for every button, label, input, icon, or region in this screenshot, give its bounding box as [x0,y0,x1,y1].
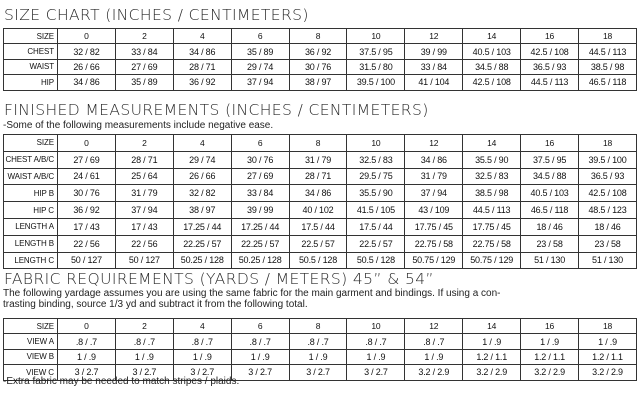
table-cell: 34 / 86 [289,185,347,202]
table-cell: 50 / 127 [58,252,116,269]
table-cell: 3.2 / 2.9 [405,365,463,380]
table-cell: 32 / 82 [173,185,231,202]
table-cell: 33 / 84 [405,59,463,74]
table-cell: 23 / 58 [521,235,579,252]
size-header-cell: 14 [463,29,521,44]
table-cell: 36 / 92 [58,202,116,219]
table-cell: 17.75 / 45 [405,218,463,235]
table-cell: 17.25 / 44 [173,218,231,235]
size-header-cell: 10 [347,319,405,334]
table-cell: 17 / 43 [58,218,116,235]
finished-measurements-note: -Some of the following measurements include negative ease. [3,120,274,131]
table-cell: 25 / 64 [115,168,173,185]
table-cell: 38 / 97 [289,75,347,90]
table-cell: 36 / 92 [289,44,347,59]
size-header-cell: 12 [405,319,463,334]
size-header-cell: 12 [405,135,463,152]
table-cell: 22.5 / 57 [347,235,405,252]
size-header-cell: 0 [58,135,116,152]
table-cell: .8 / .7 [231,334,289,349]
size-header-cell: 8 [289,319,347,334]
table-cell: 1 / .9 [289,349,347,364]
table-row [4,218,637,235]
table-header-row [4,135,637,152]
table-cell: 44.5 / 113 [521,75,579,90]
table-cell: 34.5 / 88 [463,59,521,74]
row-label: LENGTH A [4,218,58,235]
table-row [4,75,637,90]
row-label: HIP [4,75,58,90]
table-cell: 34 / 86 [173,44,231,59]
table-cell: 1 / .9 [521,334,579,349]
row-label: HIP B [4,185,58,202]
table-cell: 1 / .9 [579,334,637,349]
table-cell: 1 / .9 [58,349,116,364]
size-header-cell: 6 [231,29,289,44]
table-cell: 37 / 94 [405,185,463,202]
table-cell: 24 / 61 [58,168,116,185]
fabric-requirements-title: FABRIC REQUIREMENTS (YARDS / METERS) 45” & 54” [4,270,434,288]
size-header-cell: 14 [463,135,521,152]
table-cell: 46.5 / 118 [579,75,637,90]
table-cell: 31 / 79 [289,151,347,168]
table-cell: 48.5 / 123 [579,202,637,219]
table-header-row [4,29,637,44]
table-cell: 37.5 / 95 [521,151,579,168]
table-cell: 22.75 / 58 [405,235,463,252]
table-cell: 1.2 / 1.1 [521,349,579,364]
size-header-cell: 4 [173,135,231,152]
table-row [4,202,637,219]
table-cell: 1 / .9 [463,334,521,349]
finished-measurements-title: FINISHED MEASUREMENTS (INCHES / CENTIMETERS) [4,101,429,119]
row-label: HIP C [4,202,58,219]
table-cell: 3.2 / 2.9 [463,365,521,380]
table-cell: 36 / 92 [173,75,231,90]
table-cell: 1 / .9 [231,349,289,364]
table-cell: 35.5 / 90 [347,185,405,202]
finished-measurements-table [3,134,637,269]
table-row [4,349,637,364]
table-cell: 46.5 / 118 [521,202,579,219]
size-header-cell: 0 [58,319,116,334]
table-cell: 1 / .9 [405,349,463,364]
table-cell: 22.75 / 58 [463,235,521,252]
size-header-cell: 16 [521,319,579,334]
table-cell: 18 / 46 [521,218,579,235]
table-cell: 28 / 71 [115,151,173,168]
table-cell: 17.75 / 45 [463,218,521,235]
table-cell: 17 / 43 [115,218,173,235]
table-cell: .8 / .7 [289,334,347,349]
table-cell: 30 / 76 [58,185,116,202]
table-cell: .8 / .7 [405,334,463,349]
table-cell: 1.2 / 1.1 [579,349,637,364]
table-row [4,151,637,168]
table-cell: 27 / 69 [231,168,289,185]
table-cell: 38 / 97 [173,202,231,219]
table-cell: 28 / 71 [289,168,347,185]
table-row [4,59,637,74]
table-cell: 22 / 56 [115,235,173,252]
table-cell: 35 / 89 [231,44,289,59]
table-cell: 22 / 56 [58,235,116,252]
fabric-requirements-table [3,318,637,381]
table-cell: 1 / .9 [173,349,231,364]
size-header-cell: 2 [115,135,173,152]
table-cell: 37 / 94 [115,202,173,219]
table-cell: .8 / .7 [115,334,173,349]
table-cell: 43 / 109 [405,202,463,219]
table-cell: 36.5 / 93 [521,59,579,74]
size-header-cell: 16 [521,29,579,44]
table-cell: 3 / 2.7 [173,365,231,380]
table-cell: 50.25 / 128 [173,252,231,269]
table-cell: 33 / 84 [115,44,173,59]
table-cell: 42.5 / 108 [463,75,521,90]
table-cell: 40.5 / 103 [521,185,579,202]
table-cell: 34 / 86 [58,75,116,90]
size-header-cell: 0 [58,29,116,44]
table-cell: 40 / 102 [289,202,347,219]
row-label: LENGTH C [4,252,58,269]
table-cell: 27 / 69 [58,151,116,168]
table-cell: 36.5 / 93 [579,168,637,185]
table-row [4,235,637,252]
row-label: WAIST A/B/C [4,168,58,185]
size-header-label: SIZE [4,29,58,44]
size-header-cell: 6 [231,135,289,152]
table-cell: 39.5 / 100 [579,151,637,168]
table-cell: 37.5 / 95 [347,44,405,59]
size-header-cell: 2 [115,29,173,44]
fabric-requirements-note-line-1: The following yardage assumes you are using the same fabric for the main garment and bindings. If using a con- [3,288,501,299]
table-cell: 3.2 / 2.9 [521,365,579,380]
table-cell: 29.5 / 75 [347,168,405,185]
row-label: VIEW A [4,334,58,349]
size-header-cell: 2 [115,319,173,334]
table-cell: .8 / .7 [347,334,405,349]
table-cell: 32.5 / 83 [347,151,405,168]
size-header-cell: 6 [231,319,289,334]
table-cell: 31 / 79 [405,168,463,185]
table-cell: .8 / .7 [58,334,116,349]
table-cell: 3 / 2.7 [115,365,173,380]
table-cell: 38.5 / 98 [579,59,637,74]
table-cell: 42.5 / 108 [521,44,579,59]
table-cell: 51 / 130 [521,252,579,269]
row-label: CHEST [4,44,58,59]
size-header-cell: 18 [579,29,637,44]
row-label: LENGTH B [4,235,58,252]
table-cell: 30 / 76 [289,59,347,74]
size-header-cell: 8 [289,29,347,44]
table-cell: 30 / 76 [231,151,289,168]
row-label: VIEW B [4,349,58,364]
table-cell: 22.5 / 57 [289,235,347,252]
table-cell: .8 / .7 [173,334,231,349]
table-row [4,168,637,185]
row-label: VIEW C [4,365,58,380]
table-cell: 34 / 86 [405,151,463,168]
table-cell: 26 / 66 [173,168,231,185]
table-cell: 3 / 2.7 [289,365,347,380]
table-cell: 1 / .9 [347,349,405,364]
table-cell: 1.2 / 1.1 [463,349,521,364]
table-cell: 1 / .9 [115,349,173,364]
table-cell: 50.5 / 128 [347,252,405,269]
table-cell: 50 / 127 [115,252,173,269]
size-header-cell: 18 [579,319,637,334]
size-header-cell: 14 [463,319,521,334]
size-header-cell: 12 [405,29,463,44]
table-cell: 38.5 / 98 [463,185,521,202]
table-cell: 50.75 / 129 [463,252,521,269]
table-cell: 35.5 / 90 [463,151,521,168]
table-cell: 3 / 2.7 [347,365,405,380]
table-cell: 44.5 / 113 [579,44,637,59]
table-cell: 50.5 / 128 [289,252,347,269]
table-cell: 35 / 89 [115,75,173,90]
size-header-cell: 16 [521,135,579,152]
table-cell: 28 / 71 [173,59,231,74]
table-cell: 51 / 130 [579,252,637,269]
table-cell: 40.5 / 103 [463,44,521,59]
size-header-cell: 8 [289,135,347,152]
table-cell: 27 / 69 [115,59,173,74]
table-cell: 42.5 / 108 [579,185,637,202]
table-cell: 50.75 / 129 [405,252,463,269]
fabric-requirements-footer-note: -Extra fabric may be needed to match stripes / plaids. [3,376,240,387]
size-header-label: SIZE [4,135,58,152]
fabric-requirements-note-line-2: trasting binding, source 1/3 yd and subtract it from the following total. [3,299,308,310]
table-cell: 44.5 / 113 [463,202,521,219]
size-header-cell: 10 [347,29,405,44]
table-cell: 17.5 / 44 [347,218,405,235]
size-header-cell: 4 [173,29,231,44]
table-cell: 29 / 74 [173,151,231,168]
table-row [4,334,637,349]
row-label: CHEST A/B/C [4,151,58,168]
table-cell: 31.5 / 80 [347,59,405,74]
row-label: WAIST [4,59,58,74]
table-cell: 41 / 104 [405,75,463,90]
table-cell: 37 / 94 [231,75,289,90]
table-cell: 39.5 / 100 [347,75,405,90]
table-cell: 22.25 / 57 [173,235,231,252]
table-cell: 31 / 79 [115,185,173,202]
table-cell: 32.5 / 83 [463,168,521,185]
table-cell: 33 / 84 [231,185,289,202]
table-cell: 3 / 2.7 [231,365,289,380]
table-cell: 29 / 74 [231,59,289,74]
table-header-row [4,319,637,334]
table-cell: 41.5 / 105 [347,202,405,219]
table-cell: 23 / 58 [579,235,637,252]
table-cell: 18 / 46 [579,218,637,235]
table-cell: 17.25 / 44 [231,218,289,235]
table-cell: 3 / 2.7 [58,365,116,380]
table-row [4,44,637,59]
table-row [4,252,637,269]
table-cell: 32 / 82 [58,44,116,59]
table-cell: 26 / 66 [58,59,116,74]
table-cell: 17.5 / 44 [289,218,347,235]
table-row [4,185,637,202]
size-header-cell: 10 [347,135,405,152]
size-header-cell: 18 [579,135,637,152]
table-cell: 39 / 99 [231,202,289,219]
table-cell: 39 / 99 [405,44,463,59]
table-cell: 22.25 / 57 [231,235,289,252]
table-cell: 50.25 / 128 [231,252,289,269]
size-header-label: SIZE [4,319,58,334]
table-cell: 34.5 / 88 [521,168,579,185]
size-header-cell: 4 [173,319,231,334]
size-chart-title: SIZE CHART (INCHES / CENTIMETERS) [4,6,309,24]
size-chart-table [3,28,637,91]
table-cell: 3.2 / 2.9 [579,365,637,380]
